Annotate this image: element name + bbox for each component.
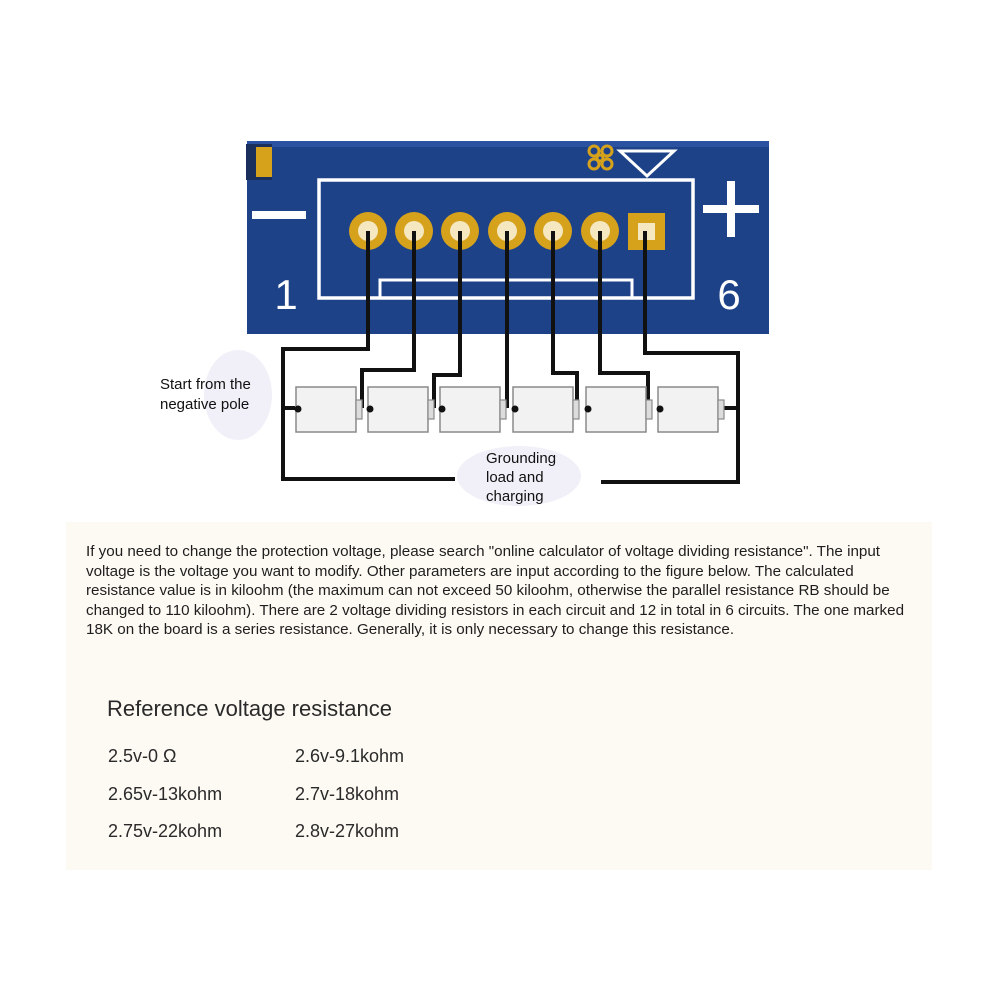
start-label-highlight (204, 350, 272, 440)
reference-value: 2.5v-0 Ω (108, 746, 177, 766)
battery-cell-5 (585, 387, 653, 432)
cell-body (586, 387, 646, 432)
cell-terminal (356, 400, 362, 419)
cell-contact (367, 406, 374, 413)
cell-body (658, 387, 718, 432)
cell-contact (295, 406, 302, 413)
grounding-label-line-1: Grounding (486, 450, 557, 467)
instruction-panel (66, 522, 932, 870)
reference-title: Reference voltage resistance (107, 696, 392, 721)
reference-value: 2.65v-13kohm (108, 784, 223, 804)
grounding-label-line-2: load and (486, 469, 544, 486)
cell-terminal (500, 400, 506, 419)
cell-terminal (428, 400, 434, 419)
pin-6-label: 6 (717, 271, 741, 318)
cell-terminal (646, 400, 652, 419)
battery-cell-6 (657, 387, 725, 432)
cell-terminal (718, 400, 724, 419)
cell-body (513, 387, 573, 432)
reference-value: 2.8v-27kohm (295, 821, 400, 841)
smd-pad (256, 147, 272, 177)
battery-cells (295, 387, 725, 432)
battery-cell-1 (295, 387, 363, 432)
start-label-line-1: Start from the (160, 376, 251, 393)
cell-terminal (573, 400, 579, 419)
pin-1-label: 1 (274, 271, 298, 318)
cell-body (296, 387, 356, 432)
battery-cell-2 (367, 387, 435, 432)
minus-symbol (252, 211, 306, 219)
plus-symbol-vertical (727, 181, 735, 237)
grounding-label-line-3: charging (486, 488, 544, 505)
reference-value: 2.75v-22kohm (108, 821, 223, 841)
cell-body (368, 387, 428, 432)
reference-value: 2.7v-18kohm (295, 784, 400, 804)
instruction-text: If you need to change the protection voltage, please search "online calculator of voltage dividing resistance". The input voltage is the voltage you want to modify. Other parameters are input according to the figure below. The calculated resistance value is in kiloohm (the maximum can not exceed 50 kiloohm, otherwise the parallel resistance RB should be changed to 110 kiloohm). There are 2 voltage dividing resistors in each circuit and 12 in total in 6 circuits. The one marked 18K on the board is a series resistance. Generally, it is only necessary to change this resistance. (86, 543, 905, 638)
cell-contact (657, 406, 664, 413)
cell-contact (585, 406, 592, 413)
cell-contact (512, 406, 519, 413)
start-label-line-2: negative pole (160, 396, 250, 413)
battery-cell-4 (512, 387, 580, 432)
battery-cell-3 (439, 387, 507, 432)
reference-value: 2.6v-9.1kohm (295, 746, 405, 766)
cell-body (440, 387, 500, 432)
cell-contact (439, 406, 446, 413)
